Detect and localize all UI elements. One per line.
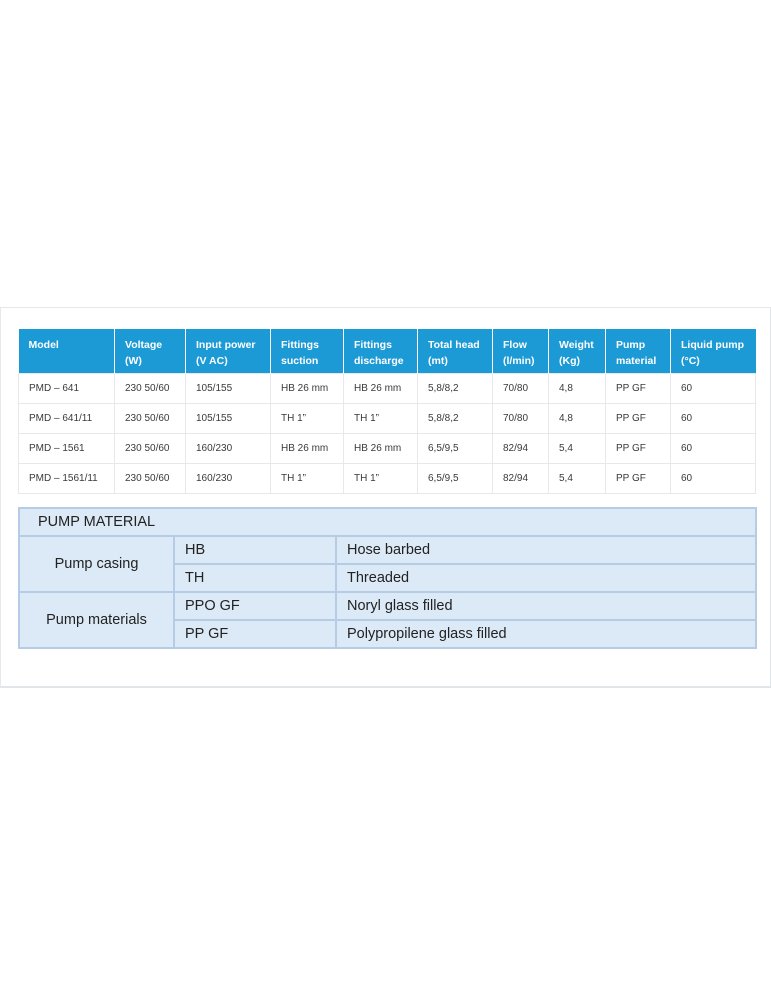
cell-weight: 4,8 bbox=[549, 404, 606, 434]
col-header-fittings-discharge: Fittings discharge bbox=[344, 329, 418, 374]
cell-pump-material: PP GF bbox=[606, 434, 671, 464]
cell-total-head: 5,8/8,2 bbox=[418, 404, 493, 434]
cell-input-power: 105/155 bbox=[186, 374, 271, 404]
table-row bbox=[19, 536, 756, 564]
col-header-total-head: Total head (mt) bbox=[418, 329, 493, 374]
table-row bbox=[19, 592, 756, 620]
cell-input-power: 160/230 bbox=[186, 464, 271, 494]
material-description: Threaded bbox=[336, 564, 756, 592]
material-code: PPO GF bbox=[174, 592, 336, 620]
cell-fittings-discharge: HB 26 mm bbox=[344, 434, 418, 464]
cell-pump-material: PP GF bbox=[606, 404, 671, 434]
cell-model: PMD – 641 bbox=[19, 374, 115, 404]
cell-input-power: 105/155 bbox=[186, 404, 271, 434]
cell-pump-material: PP GF bbox=[606, 464, 671, 494]
cell-flow: 82/94 bbox=[493, 464, 549, 494]
cell-liquid-pump: 60 bbox=[671, 464, 756, 494]
cell-voltage: 230 50/60 bbox=[115, 374, 186, 404]
col-header-input-power: Input power (V AC) bbox=[186, 329, 271, 374]
cell-model: PMD – 1561 bbox=[19, 434, 115, 464]
material-code: TH bbox=[174, 564, 336, 592]
cell-voltage: 230 50/60 bbox=[115, 464, 186, 494]
cell-fittings-discharge: TH 1” bbox=[344, 464, 418, 494]
table-row bbox=[19, 404, 756, 434]
col-header-model: Model bbox=[19, 329, 115, 374]
table-row bbox=[19, 374, 756, 404]
cell-voltage: 230 50/60 bbox=[115, 404, 186, 434]
cell-voltage: 230 50/60 bbox=[115, 434, 186, 464]
col-header-fittings-suction: Fittings suction bbox=[271, 329, 344, 374]
cell-fittings-suction: HB 26 mm bbox=[271, 374, 344, 404]
content-card bbox=[0, 307, 771, 688]
group-label-pump-materials: Pump materials bbox=[19, 592, 174, 648]
cell-fittings-discharge: HB 26 mm bbox=[344, 374, 418, 404]
cell-flow: 70/80 bbox=[493, 404, 549, 434]
cell-flow: 82/94 bbox=[493, 434, 549, 464]
specs-header-row bbox=[19, 329, 756, 374]
cell-weight: 5,4 bbox=[549, 434, 606, 464]
cell-model: PMD – 1561/11 bbox=[19, 464, 115, 494]
material-description: Hose barbed bbox=[336, 536, 756, 564]
col-header-weight: Weight (Kg) bbox=[549, 329, 606, 374]
cell-input-power: 160/230 bbox=[186, 434, 271, 464]
material-title-row bbox=[19, 508, 756, 536]
material-description: Noryl glass filled bbox=[336, 592, 756, 620]
cell-fittings-discharge: TH 1” bbox=[344, 404, 418, 434]
material-title: PUMP MATERIAL bbox=[19, 508, 756, 536]
cell-weight: 4,8 bbox=[549, 374, 606, 404]
cell-fittings-suction: TH 1” bbox=[271, 404, 344, 434]
material-description: Polypropilene glass filled bbox=[336, 620, 756, 648]
cell-weight: 5,4 bbox=[549, 464, 606, 494]
cell-model: PMD – 641/11 bbox=[19, 404, 115, 434]
table-row bbox=[19, 434, 756, 464]
material-code: HB bbox=[174, 536, 336, 564]
material-code: PP GF bbox=[174, 620, 336, 648]
cell-total-head: 5,8/8,2 bbox=[418, 374, 493, 404]
group-label-pump-casing: Pump casing bbox=[19, 536, 174, 592]
cell-liquid-pump: 60 bbox=[671, 434, 756, 464]
col-header-liquid-pump: Liquid pump (°C) bbox=[671, 329, 756, 374]
col-header-voltage: Voltage (W) bbox=[115, 329, 186, 374]
col-header-pump-material: Pump material bbox=[606, 329, 671, 374]
cell-flow: 70/80 bbox=[493, 374, 549, 404]
cell-fittings-suction: HB 26 mm bbox=[271, 434, 344, 464]
cell-total-head: 6,5/9,5 bbox=[418, 464, 493, 494]
cell-liquid-pump: 60 bbox=[671, 404, 756, 434]
cell-fittings-suction: TH 1” bbox=[271, 464, 344, 494]
cell-total-head: 6,5/9,5 bbox=[418, 434, 493, 464]
specs-table bbox=[18, 329, 756, 494]
cell-liquid-pump: 60 bbox=[671, 374, 756, 404]
col-header-flow: Flow (l/min) bbox=[493, 329, 549, 374]
cell-pump-material: PP GF bbox=[606, 374, 671, 404]
table-row bbox=[19, 464, 756, 494]
pump-material-table bbox=[18, 507, 757, 649]
